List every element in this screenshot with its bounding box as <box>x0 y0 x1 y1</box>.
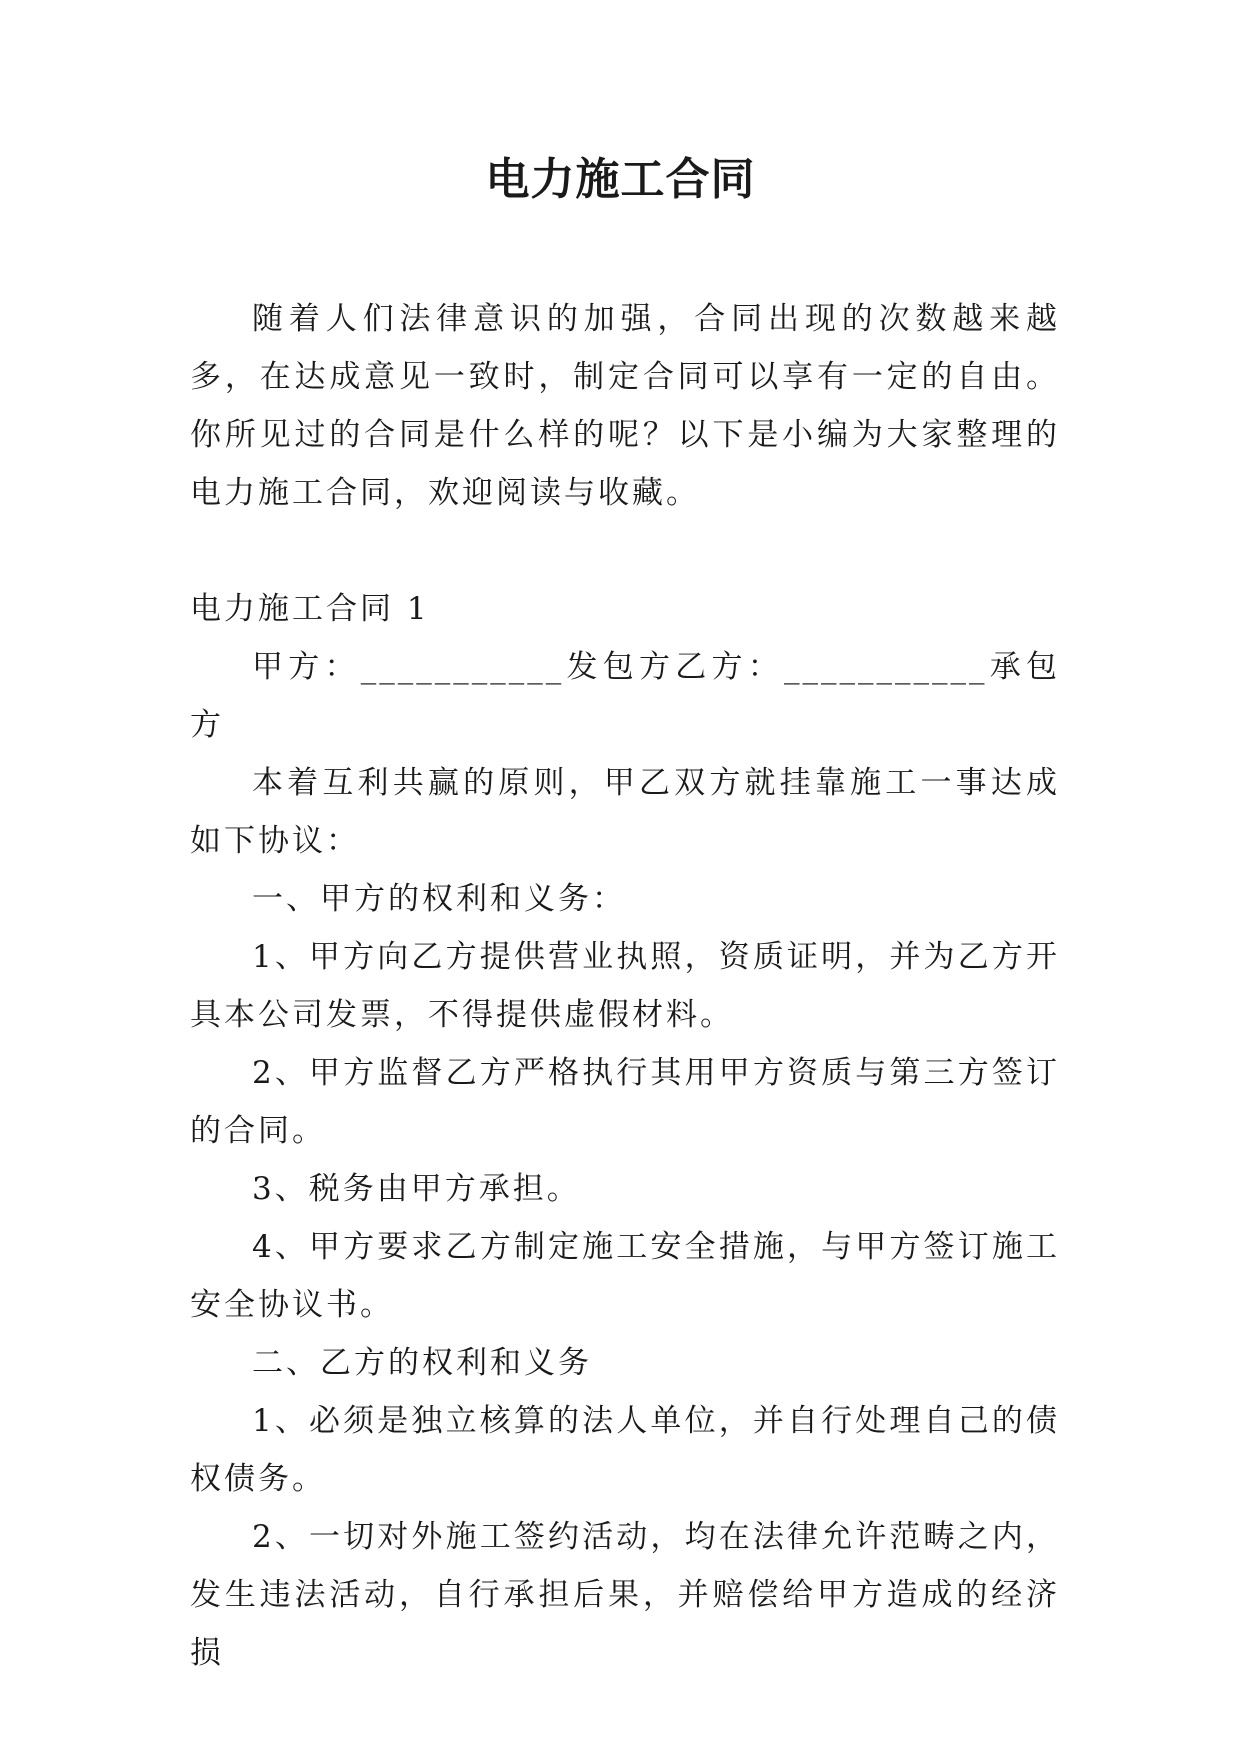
section-heading: 电力施工合同 1 <box>190 591 430 627</box>
party-a-item-4: 4、甲方要求乙方制定施工安全措施，与甲方签订施工安全协议书。 <box>190 1229 1060 1323</box>
party-a-item-2: 2、甲方监督乙方严格执行其用甲方资质与第三方签订的合同。 <box>190 1055 1060 1149</box>
party-a-item-3: 3、税务由甲方承担。 <box>252 1171 581 1207</box>
party-b-heading: 二、乙方的权利和义务 <box>252 1345 592 1381</box>
intro-block <box>190 290 1060 522</box>
preamble-paragraph: 本着互利共赢的原则，甲乙双方就挂靠施工一事达成如下协议： <box>190 765 1060 859</box>
parties-line: 甲方：___________发包方乙方：___________承包方 <box>190 649 1060 743</box>
party-a-item-1: 1、甲方向乙方提供营业执照，资质证明，并为乙方开具本公司发票，不得提供虚假材料。 <box>190 939 1060 1033</box>
contract-body <box>190 580 1060 1682</box>
intro-paragraph: 随着人们法律意识的加强，合同出现的次数越来越多，在达成意见一致时，制定合同可以享有一定的自由。你所见过的合同是什么样的呢？以下是小编为大家整理的电力施工合同，欢迎阅读与收藏。 <box>190 301 1060 511</box>
party-a-heading: 一、甲方的权利和义务： <box>252 881 626 917</box>
document-title: 电力施工合同 <box>485 154 756 205</box>
party-b-item-2: 2、一切对外施工签约活动，均在法律允许范畴之内，发生违法活动，自行承担后果，并赔偿给甲方造成的经济损 <box>190 1519 1060 1671</box>
party-b-item-1: 1、必须是独立核算的法人单位，并自行处理自己的债权债务。 <box>190 1403 1060 1497</box>
